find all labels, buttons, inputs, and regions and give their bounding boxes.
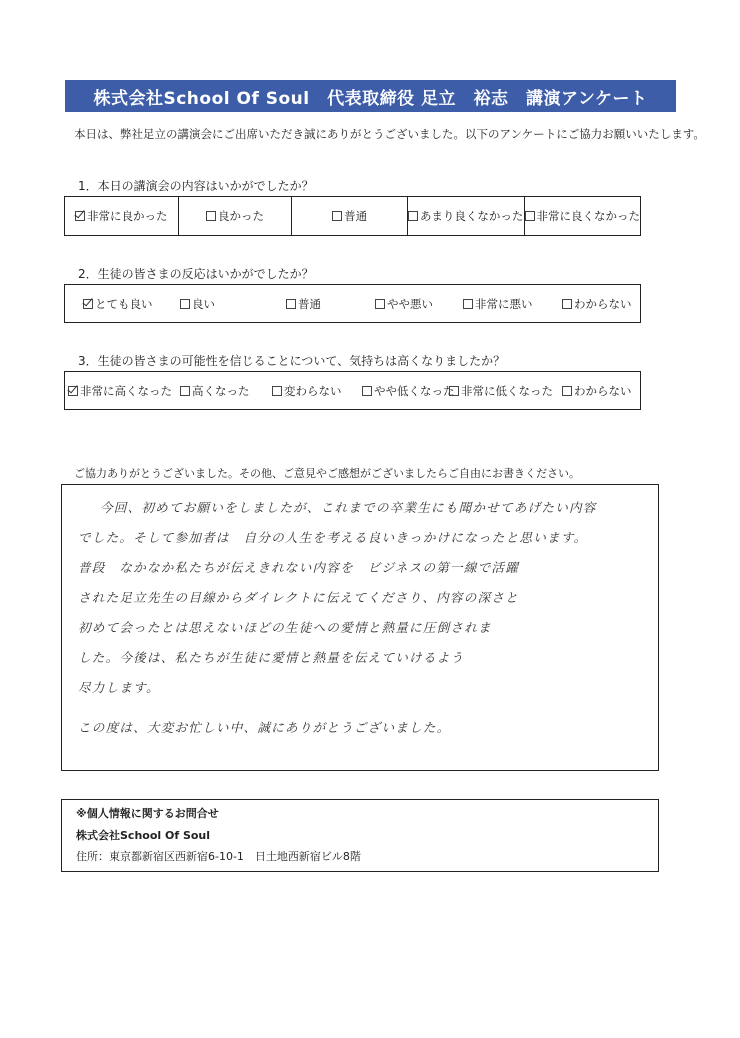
survey-title: 株式会社School Of Soul 代表取締役 足立 裕志 講演アンケート <box>65 80 676 112</box>
checkbox-icon[interactable] <box>449 386 459 396</box>
q2-option-good[interactable]: 良い <box>180 285 215 322</box>
q3-option-much-higher[interactable]: 非常に高くなった <box>68 372 172 409</box>
q2-option-very-good[interactable]: とても良い <box>83 285 153 322</box>
comment-line: 今回、初めてお願いをしましたが、これまでの卒業生にも聞かせてあげたい内容 <box>100 500 597 515</box>
checkbox-icon[interactable] <box>525 211 535 221</box>
contact-company: 株式会社School Of Soul <box>76 829 211 842</box>
q2-option-somewhat-bad[interactable]: やや悪い <box>375 285 433 322</box>
comment-line: この度は、大変お忙しい中、誠にありがとうございました。 <box>78 720 451 735</box>
checkbox-checked-icon[interactable] <box>83 299 93 309</box>
comment-line: 尽力します。 <box>78 680 160 695</box>
comment-line: した。今後は、私たちが生徒に愛情と熱量を伝えていけるよう <box>78 650 465 665</box>
checkbox-icon[interactable] <box>180 386 190 396</box>
comment-textarea[interactable] <box>61 484 659 771</box>
q1-option-good[interactable]: 良かった <box>178 197 292 235</box>
q1-option-very-good[interactable]: 非常に良かった <box>65 197 178 235</box>
checkbox-checked-icon[interactable] <box>75 211 85 221</box>
q3-options <box>64 371 641 410</box>
q3-option-much-lower[interactable]: 非常に低くなった <box>449 372 553 409</box>
q3-option-slightly-lower[interactable]: やや低くなった <box>362 372 455 409</box>
q1-option-average[interactable]: 普通 <box>291 197 407 235</box>
question-3: 3．生徒の皆さまの可能性を信じることについて、気持ちは高くなりましたか？ <box>78 354 506 368</box>
checkbox-icon[interactable] <box>206 211 216 221</box>
q2-option-very-bad[interactable]: 非常に悪い <box>463 285 533 322</box>
q3-option-unchanged[interactable]: 変わらない <box>272 372 342 409</box>
q2-option-average[interactable]: 普通 <box>286 285 321 322</box>
checkbox-icon[interactable] <box>286 299 296 309</box>
q3-option-unknown[interactable]: わからない <box>562 372 632 409</box>
q1-option-very-bad[interactable]: 非常に良くなかった <box>524 197 641 235</box>
checkbox-icon[interactable] <box>463 299 473 309</box>
q2-options <box>64 284 641 323</box>
checkbox-icon[interactable] <box>375 299 385 309</box>
handwritten-comment <box>78 493 644 743</box>
checkbox-icon[interactable] <box>408 211 418 221</box>
comment-line: された足立先生の目線からダイレクトに伝えてくださり、内容の深さと <box>78 590 519 605</box>
contact-heading: ※個人情報に関するお問合せ <box>76 807 219 820</box>
checkbox-icon[interactable] <box>180 299 190 309</box>
checkbox-icon[interactable] <box>562 299 572 309</box>
comment-line: 普段 なかなか私たちが伝えきれない内容を ビジネスの第一線で活躍 <box>78 560 520 575</box>
contact-address: 住所：東京都新宿区西新宿6-10-1 日土地西新宿ビル8階 <box>76 850 361 863</box>
q1-options <box>64 196 641 236</box>
question-2: 2．生徒の皆さまの反応はいかがでしたか？ <box>78 267 314 281</box>
contact-box <box>61 799 659 872</box>
checkbox-icon[interactable] <box>362 386 372 396</box>
checkbox-icon[interactable] <box>562 386 572 396</box>
question-1: 1．本日の講演会の内容はいかがでしたか？ <box>78 179 314 193</box>
comment-prompt: ご協力ありがとうございました。その他、ご意見やご感想がございましたらご自由にお書きください。 <box>74 467 580 480</box>
comment-line: でした。そして参加者は 自分の人生を考える良いきっかけになったと思います。 <box>78 530 588 545</box>
intro-text: 本日は、弊社足立の講演会にご出席いただき誠にありがとうございました。以下のアンケートにご協力お願いいたします。 <box>74 127 705 141</box>
comment-line: 初めて会ったとは思えないほどの生徒への愛情と熱量に圧倒されま <box>78 620 492 635</box>
q2-option-unknown[interactable]: わからない <box>562 285 632 322</box>
q1-option-not-good[interactable]: あまり良くなかった <box>407 197 524 235</box>
q3-option-higher[interactable]: 高くなった <box>180 372 250 409</box>
checkbox-checked-icon[interactable] <box>68 386 78 396</box>
checkbox-icon[interactable] <box>272 386 282 396</box>
checkbox-icon[interactable] <box>332 211 342 221</box>
